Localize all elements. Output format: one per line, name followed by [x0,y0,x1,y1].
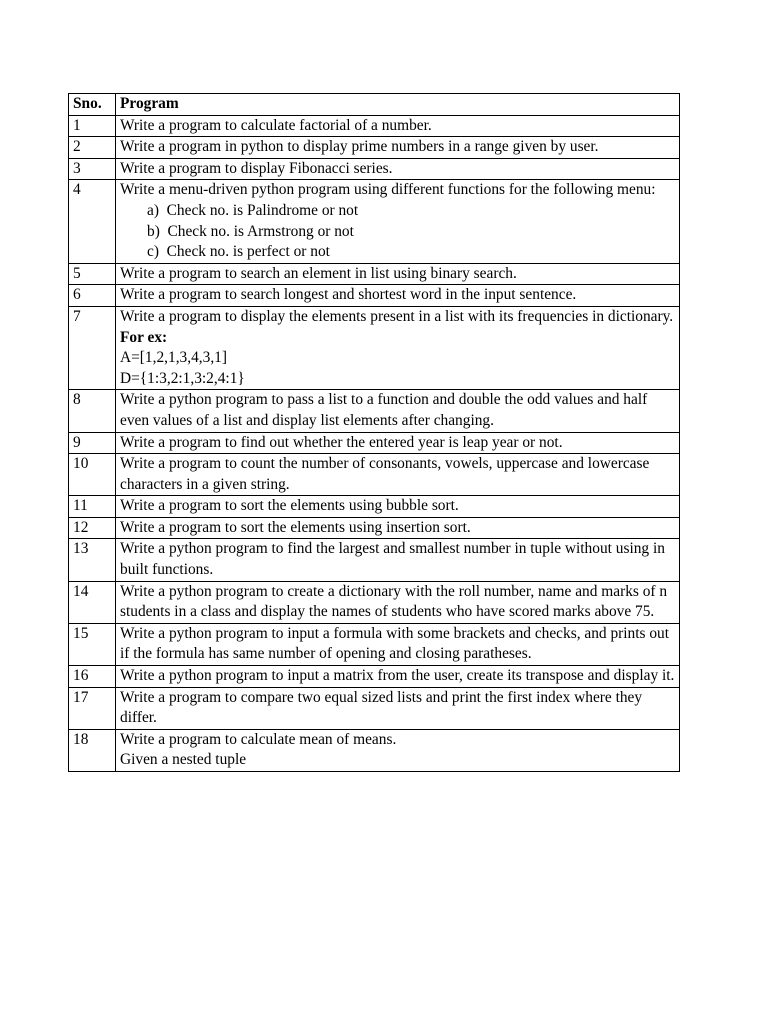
table-row [69,539,680,581]
row-program: Write a program to find out whether the entered year is leap year or not. [116,432,680,454]
row-sno: 14 [69,581,116,623]
table-row [69,581,680,623]
row-sno: 7 [69,306,116,389]
table-row [69,180,680,263]
table-row [69,729,680,771]
row-program: Write a python program to pass a list to a function and double the odd values and half even values of a list and display list elements after changing. [116,390,680,432]
row-program: Write a program to sort the elements using insertion sort. [116,517,680,539]
row-program: Write a python program to create a dictionary with the roll number, name and marks of n students in a class and display the names of students who have scored marks above 75. [116,581,680,623]
header-sno: Sno. [69,94,116,116]
row-sno: 15 [69,623,116,665]
header-program: Program [116,94,680,116]
row-program-text: Write a program to display the elements present in a list with its frequencies in dictionary. [120,307,674,325]
row-program: Write a program to display Fibonacci series. [116,158,680,180]
row-sno: 11 [69,496,116,518]
row-program: Write a python program to input a matrix from the user, create its transpose and display it. [116,666,680,688]
row-program: Write a program to calculate factorial of a number. [116,115,680,137]
table-row [69,115,680,137]
row-sno: 5 [69,263,116,285]
row-sno: 3 [69,158,116,180]
table-row [69,137,680,159]
row-program: Write a program to sort the elements using bubble sort. [116,496,680,518]
row-program-text-2: Given a nested tuple [120,751,247,769]
table-row [69,623,680,665]
row-program: Write a python program to input a formula with some brackets and checks, and prints out if the formula has same number of opening and closing paratheses. [116,623,680,665]
row-sno: 17 [69,687,116,729]
row-sno: 10 [69,454,116,496]
menu-item: c) Check no. is perfect or not [147,243,330,261]
table-row [69,432,680,454]
programs-table [68,93,680,772]
row-program: Write a program to compare two equal sized lists and print the first index where they differ. [116,687,680,729]
table-row [69,158,680,180]
table-row [69,390,680,432]
example-label: For ex: [120,328,168,346]
row-program: Write a program to search longest and shortest word in the input sentence. [116,285,680,307]
table-row [69,454,680,496]
table-row [69,496,680,518]
row-sno: 6 [69,285,116,307]
table-row [69,306,680,389]
row-sno: 4 [69,180,116,263]
table-header-row [69,94,680,116]
row-sno: 9 [69,432,116,454]
row-sno: 1 [69,115,116,137]
table-row [69,285,680,307]
table-row [69,517,680,539]
row-sno: 13 [69,539,116,581]
row-sno: 18 [69,729,116,771]
row-sno: 8 [69,390,116,432]
table-row [69,263,680,285]
menu-item: a) Check no. is Palindrome or not [147,201,359,219]
row-program-text: Write a program to calculate mean of means. [120,730,397,748]
example-input: A=[1,2,1,3,4,3,1] [120,349,227,367]
row-sno: 16 [69,666,116,688]
row-program [116,180,680,263]
menu-item: b) Check no. is Armstrong or not [147,222,354,240]
row-program: Write a program to search an element in list using binary search. [116,263,680,285]
row-program [116,729,680,771]
row-program: Write a program to count the number of consonants, vowels, uppercase and lowercase characters in a given string. [116,454,680,496]
row-program: Write a python program to find the largest and smallest number in tuple without using in built functions. [116,539,680,581]
table-row [69,666,680,688]
row-program [116,306,680,389]
menu-list [120,201,675,263]
table-row [69,687,680,729]
row-program: Write a program in python to display prime numbers in a range given by user. [116,137,680,159]
example-output: D={1:3,2:1,3:2,4:1} [120,369,245,387]
row-sno: 2 [69,137,116,159]
row-program-text: Write a menu-driven python program using different functions for the following menu: [120,181,656,199]
row-sno: 12 [69,517,116,539]
